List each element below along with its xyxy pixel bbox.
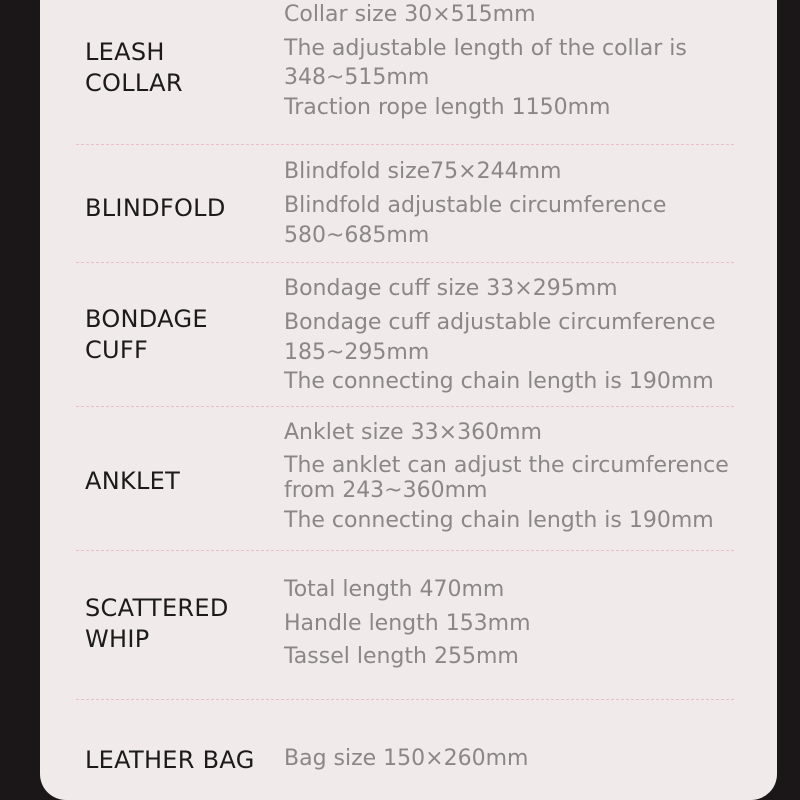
spec-line: Bondage cuff adjustable circumference [284,310,716,335]
spec-line: The connecting chain length is 190mm [284,508,714,533]
spec-line: Handle length 153mm [284,611,531,636]
spec-line: The connecting chain length is 190mm [284,369,714,394]
section-label-anklet: ANKLET [85,467,181,495]
spec-line: from 243~360mm [284,478,488,503]
spec-line: Total length 470mm [284,577,505,602]
spec-line: The adjustable length of the collar is [284,36,687,61]
section-divider [76,262,734,263]
spec-line: Blindfold size75×244mm [284,159,562,184]
section-label-bondage-cuff: BONDAGE CUFF [85,305,208,364]
section-label-blindfold: BLINDFOLD [85,194,226,222]
spec-line: Anklet size 33×360mm [284,420,542,445]
spec-line: 348~515mm [284,65,430,90]
section-label-leash-collar: LEASH COLLAR [85,38,183,97]
spec-line: Traction rope length 1150mm [284,95,611,120]
spec-line: The anklet can adjust the circumference [284,453,729,478]
spec-line: Blindfold adjustable circumference [284,193,667,218]
section-divider [76,406,734,407]
spec-line: 185~295mm [284,340,430,365]
section-divider [76,144,734,145]
section-label-leather-bag: LEATHER BAG [85,746,255,774]
section-label-scattered-whip: SCATTERED WHIP [85,594,229,653]
spec-line: Collar size 30×515mm [284,2,536,27]
spec-line: Bondage cuff size 33×295mm [284,276,618,301]
section-divider [76,699,734,700]
spec-line: Tassel length 255mm [284,644,519,669]
spec-line: 580~685mm [284,223,430,248]
spec-line: Bag size 150×260mm [284,746,529,771]
section-divider [76,550,734,551]
